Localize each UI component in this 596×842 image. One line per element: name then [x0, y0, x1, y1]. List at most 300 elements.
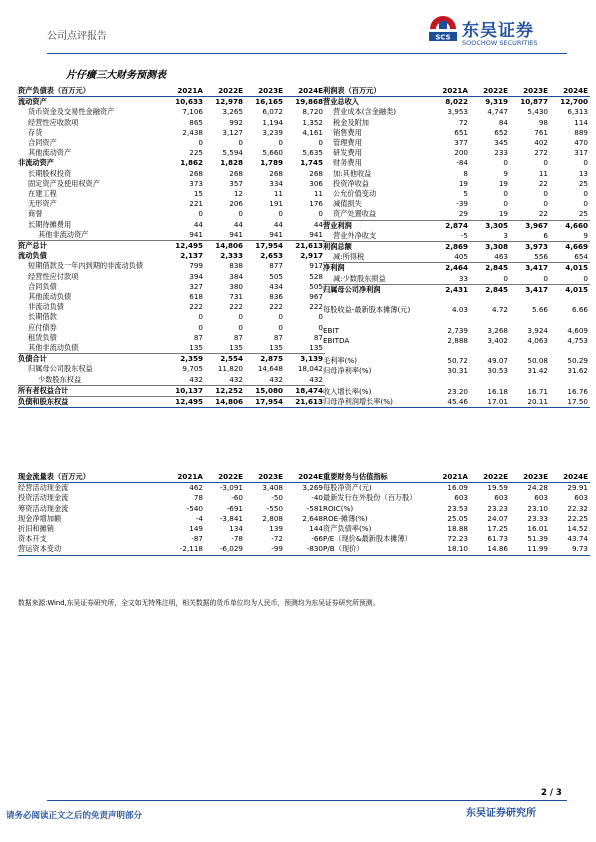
row-value: -78: [231, 534, 243, 544]
row-label: [323, 377, 430, 387]
row-value: 0: [543, 158, 548, 168]
row-value: 11: [538, 168, 548, 178]
table-row: [18, 483, 325, 494]
row-label: 少数股东权益: [38, 374, 82, 384]
row-value: 19,868: [295, 97, 323, 107]
row-label: 研发费用: [333, 148, 362, 158]
row-label: 投资净收益: [333, 178, 369, 188]
row-label: 经营活动现金流: [18, 483, 69, 493]
row-label: [323, 315, 430, 325]
table-row: [323, 305, 590, 315]
row-value: [430, 295, 470, 305]
row-label: 营业利润: [323, 220, 430, 231]
row-label: 流动负债: [18, 251, 47, 261]
row-value: 23.10: [527, 503, 548, 513]
row-label: 其他流动负债: [28, 292, 72, 302]
row-value: 651: [454, 127, 468, 137]
income-statement-table: [323, 86, 590, 408]
row-value: 78: [193, 493, 203, 503]
row-value: 357: [229, 178, 243, 188]
table-row: [18, 251, 325, 261]
disclaimer-text: 请务必阅读正文之后的免责声明部分: [6, 811, 143, 821]
row-value: 44: [273, 219, 283, 229]
row-value: 2,554: [205, 354, 245, 365]
row-value: 23.53: [447, 503, 468, 513]
row-value: 12,495: [165, 241, 205, 252]
year-header: 2024E: [285, 86, 325, 97]
row-value: 6.66: [571, 305, 588, 315]
row-value: 317: [574, 148, 588, 158]
table-row: [18, 397, 325, 408]
row-label: 每股净资产(元): [323, 483, 372, 493]
row-value: 72: [458, 117, 468, 127]
row-value: 29.91: [567, 483, 588, 493]
table-row: [18, 179, 325, 189]
table-header-row: [323, 86, 590, 97]
row-value: 11,820: [217, 364, 243, 374]
year-header: 2022E: [470, 86, 510, 97]
year-header: 2024E: [285, 472, 325, 483]
row-value: 3,239: [262, 127, 283, 137]
table-row: [18, 282, 325, 292]
row-value: 3,953: [447, 107, 468, 117]
row-value: 17.50: [550, 397, 590, 408]
table-row: [18, 209, 325, 219]
row-value: [430, 346, 470, 356]
row-label: P/E（现价&最新股本摊薄）: [323, 534, 412, 544]
row-value: 222: [189, 302, 203, 312]
row-label: 资产处置收益: [333, 209, 377, 219]
row-label: 加:其他收益: [333, 168, 372, 178]
row-value: 731: [229, 292, 243, 302]
row-label: 无形资产: [28, 199, 57, 209]
header-divider: [47, 53, 567, 54]
table-row: [18, 189, 325, 199]
row-value: 941: [189, 229, 203, 239]
row-value: 4.03: [451, 305, 468, 315]
row-value: 14.52: [567, 524, 588, 534]
row-value: 9.73: [550, 544, 590, 555]
row-value: 2,917: [300, 251, 323, 261]
row-label: 流动资产: [18, 97, 47, 107]
row-value: 191: [269, 199, 283, 209]
row-value: 4,063: [527, 335, 548, 345]
table-row: [323, 295, 590, 305]
row-label: 减:少数股东损益: [333, 273, 386, 283]
table-row: [18, 302, 325, 312]
row-value: 556: [534, 252, 548, 262]
logo-mark-icon: [428, 15, 458, 47]
row-value: 434: [269, 281, 283, 291]
row-value: 377: [454, 138, 468, 148]
row-label: 长期股权投资: [28, 168, 72, 178]
row-value: 0: [198, 312, 203, 322]
row-value: [550, 346, 590, 356]
row-value: 327: [189, 281, 203, 291]
table-row: [323, 209, 590, 220]
row-value: 5,660: [262, 148, 283, 158]
table-row: [323, 107, 590, 117]
row-value: 2,333: [220, 251, 243, 261]
table-header-row: [18, 86, 325, 97]
row-label: 商誉: [28, 209, 43, 219]
row-value: 8: [463, 168, 468, 178]
row-value: 12,700: [560, 97, 588, 107]
row-value: 16.71: [527, 386, 548, 396]
row-value: 0: [318, 138, 323, 148]
row-value: 17.25: [487, 524, 508, 534]
row-value: 135: [269, 343, 283, 353]
table-row: [323, 220, 590, 231]
row-label: 其他非流动资产: [38, 229, 89, 239]
row-value: 0: [198, 138, 203, 148]
row-value: 45.46: [430, 397, 470, 408]
row-value: 1,352: [302, 117, 323, 127]
row-label: 固定资产及使用权资产: [28, 178, 100, 188]
row-value: 334: [269, 178, 283, 188]
row-value: -5: [460, 230, 468, 240]
table-row: [323, 315, 590, 325]
table-row: [18, 148, 325, 158]
table-row: [323, 504, 590, 514]
balance-sheet-table: [18, 86, 325, 408]
row-value: 8,720: [302, 107, 323, 117]
row-value: 384: [229, 271, 243, 281]
row-value: 4,015: [550, 263, 590, 274]
row-label: [323, 295, 430, 305]
row-value: -39: [456, 199, 468, 209]
row-value: 16,165: [255, 97, 283, 107]
row-value: 20.11: [510, 397, 550, 408]
table-row: [18, 493, 325, 503]
row-label: 销售费用: [333, 127, 362, 137]
table-row: [18, 220, 325, 230]
row-value: 394: [189, 271, 203, 281]
table-row: [18, 158, 325, 168]
row-value: 31.42: [527, 366, 548, 376]
row-value: 836: [269, 292, 283, 302]
row-value: 18.10: [430, 544, 470, 555]
row-value: 268: [229, 168, 243, 178]
row-label: 财务费用: [333, 158, 362, 168]
row-label: 管理费用: [333, 138, 362, 148]
row-value: 134: [229, 524, 243, 534]
row-label: EBIT: [323, 325, 339, 335]
row-value: 652: [494, 127, 508, 137]
row-value: 0: [583, 158, 588, 168]
row-value: 8,022: [445, 97, 468, 107]
table-row: [18, 323, 325, 333]
row-value: -550: [266, 503, 283, 513]
row-value: 5,430: [527, 107, 548, 117]
row-value: 44: [193, 219, 203, 229]
row-value: 3,127: [222, 127, 243, 137]
year-header: 2024E: [550, 472, 590, 483]
row-label: 负债合计: [18, 354, 165, 365]
row-value: 139: [269, 524, 283, 534]
row-value: 18,042: [297, 364, 323, 374]
row-value: 87: [273, 332, 283, 342]
row-value: 2,808: [262, 513, 283, 523]
row-value: 22: [538, 178, 548, 188]
row-label: 减:所得税: [333, 252, 365, 262]
row-value: 23.20: [447, 386, 468, 396]
row-value: 0: [543, 199, 548, 209]
table-header-label: 利润表（百万元）: [323, 86, 430, 97]
row-value: 149: [189, 524, 203, 534]
row-label: [323, 346, 430, 356]
row-value: 0: [503, 273, 508, 283]
row-value: [550, 295, 590, 305]
table-row: [323, 346, 590, 356]
table-header-label: 重要财务与估值指标: [323, 472, 430, 483]
row-label: 货币资金及交易性金融资产: [28, 107, 115, 117]
row-value: 877: [269, 261, 283, 271]
table-row: [323, 336, 590, 346]
row-value: 98: [538, 117, 548, 127]
row-value: -87: [191, 534, 203, 544]
year-header: 2022E: [205, 472, 245, 483]
row-value: -540: [186, 503, 203, 513]
row-value: 3,924: [527, 325, 548, 335]
row-value: 17.01: [470, 397, 510, 408]
row-value: 29: [458, 209, 468, 219]
row-value: [510, 295, 550, 305]
table-row: [323, 514, 590, 524]
row-value: 0: [278, 322, 283, 332]
row-value: 2,875: [245, 354, 285, 365]
row-label: 净利润: [323, 263, 430, 274]
row-value: 16.76: [567, 386, 588, 396]
row-value: 51.39: [527, 534, 548, 544]
table-row: [323, 169, 590, 179]
row-value: 0: [238, 138, 243, 148]
row-value: [470, 295, 510, 305]
year-header: 2021A: [165, 472, 205, 483]
row-value: 10,137: [165, 385, 205, 396]
row-label: 负债和股东权益: [18, 397, 165, 408]
table-row: [18, 354, 325, 365]
row-label: 归属母公司净利润: [323, 284, 430, 295]
row-value: -581: [306, 503, 323, 513]
row-label: 经营性应收款项: [28, 117, 79, 127]
row-value: 1,194: [262, 117, 283, 127]
row-value: 941: [229, 229, 243, 239]
row-value: 25.05: [447, 513, 468, 523]
row-label: 合同资产: [28, 138, 57, 148]
row-label: 租赁负债: [28, 332, 57, 342]
row-value: 3,417: [510, 263, 550, 274]
row-value: 4,753: [567, 335, 588, 345]
row-value: 3: [503, 230, 508, 240]
table-row: [18, 97, 325, 108]
year-header: 2023E: [510, 86, 550, 97]
row-value: 13: [578, 168, 588, 178]
row-value: 2,874: [430, 220, 470, 231]
row-value: 3,408: [262, 483, 283, 493]
row-value: [510, 377, 550, 387]
row-value: 2,653: [260, 251, 283, 261]
row-value: 50.29: [567, 356, 588, 366]
row-value: 14,806: [205, 241, 245, 252]
row-label: 在建工程: [28, 189, 57, 199]
row-value: 272: [534, 148, 548, 158]
row-label: ROIC(%): [323, 503, 354, 513]
row-value: 14,648: [257, 364, 283, 374]
row-value: 11: [313, 189, 323, 199]
table-row: [323, 189, 590, 199]
key-metrics-table: [323, 472, 590, 556]
row-label: 其他非流动负债: [28, 343, 79, 353]
row-value: 43.74: [567, 534, 588, 544]
row-value: 22.32: [567, 503, 588, 513]
row-value: 528: [309, 271, 323, 281]
row-value: 603: [534, 493, 548, 503]
row-value: 2,869: [430, 242, 470, 253]
table-row: [323, 128, 590, 138]
table-row: [323, 544, 590, 555]
row-value: 0: [583, 199, 588, 209]
row-value: 9: [583, 230, 588, 240]
row-label: 合同负债: [28, 281, 57, 291]
footer-divider: [47, 800, 567, 801]
table-row: [323, 356, 590, 366]
row-value: 0: [543, 189, 548, 199]
row-label: 收入增长率(%): [323, 386, 372, 396]
row-value: 19: [498, 178, 508, 188]
row-value: 25: [578, 178, 588, 188]
row-value: 4,660: [550, 220, 590, 231]
row-value: 200: [454, 148, 468, 158]
row-value: 176: [309, 199, 323, 209]
row-value: 2,888: [447, 335, 468, 345]
row-value: 15: [193, 189, 203, 199]
row-value: 23.23: [487, 503, 508, 513]
table-row: [323, 199, 590, 209]
row-value: 462: [189, 483, 203, 493]
row-value: 30.31: [447, 366, 468, 376]
row-value: 0: [503, 189, 508, 199]
row-value: 11: [273, 189, 283, 199]
row-value: 3,967: [510, 220, 550, 231]
soochow-logo: [428, 15, 568, 51]
table-row: [18, 312, 325, 322]
table-row: [323, 284, 590, 295]
row-value: 17,954: [245, 397, 285, 408]
table-row: [323, 263, 590, 274]
table-row: [323, 326, 590, 336]
table-row: [323, 252, 590, 263]
data-source-note: 数据来源:Wind,东吴证券研究所，全文如无特殊注明，相关数据的货币单位均为人民币，预测均为东吴证券研究所预测。: [18, 599, 380, 607]
row-value: 761: [534, 127, 548, 137]
row-value: -50: [271, 493, 283, 503]
table-row: [18, 128, 325, 138]
row-value: 941: [309, 229, 323, 239]
table-row: [18, 333, 325, 343]
row-value: 3,308: [470, 242, 510, 253]
row-value: [470, 346, 510, 356]
row-label: 短期借款及一年内到期的非流动负债: [28, 261, 144, 271]
row-value: 2,137: [180, 251, 203, 261]
row-value: 19: [498, 209, 508, 219]
row-label: 最新发行在外股份（百万股）: [323, 493, 417, 503]
table-row: [323, 493, 590, 503]
table-row: [323, 148, 590, 158]
row-value: 12,495: [165, 397, 205, 408]
row-value: [550, 315, 590, 325]
row-label: 存货: [28, 127, 43, 137]
row-value: -3,091: [219, 483, 243, 493]
row-value: 221: [189, 199, 203, 209]
row-value: 222: [309, 302, 323, 312]
table-row: [323, 397, 590, 408]
row-label: 营业成本(含金融类): [333, 107, 397, 117]
row-value: 5: [463, 189, 468, 199]
row-value: 4,747: [487, 107, 508, 117]
row-value: 2,845: [470, 263, 510, 274]
row-label: 营运资本变动: [18, 544, 165, 555]
row-label: 营业总收入: [323, 97, 359, 107]
row-value: 0: [198, 322, 203, 332]
row-value: 0: [503, 199, 508, 209]
row-label: 营业外净收支: [333, 230, 377, 240]
table-row: [323, 231, 590, 242]
row-value: 3,139: [285, 354, 325, 365]
table-row: [18, 343, 325, 354]
row-label: 减值损失: [333, 199, 362, 209]
table-row: [18, 514, 325, 524]
row-value: 50.72: [447, 356, 468, 366]
row-value: 206: [229, 199, 243, 209]
row-value: 18,474: [285, 385, 325, 396]
table-header-row: [323, 472, 590, 483]
row-value: 0: [318, 209, 323, 219]
year-header: 2023E: [245, 472, 285, 483]
row-value: 12,252: [205, 385, 245, 396]
row-value: [430, 315, 470, 325]
year-header: 2022E: [470, 472, 510, 483]
row-value: 917: [309, 261, 323, 271]
row-label: 应付债券: [28, 322, 57, 332]
row-label: 所有者权益合计: [18, 385, 165, 396]
row-value: -99: [245, 544, 285, 555]
row-label: 投资活动现金流: [18, 493, 69, 503]
row-label: 归母净利润增长率(%): [323, 397, 430, 408]
row-value: 3,268: [487, 325, 508, 335]
row-value: 603: [494, 493, 508, 503]
row-value: 0: [543, 273, 548, 283]
row-value: [510, 346, 550, 356]
row-value: -40: [311, 493, 323, 503]
row-value: 24.28: [527, 483, 548, 493]
row-value: 84: [498, 117, 508, 127]
row-value: 135: [189, 343, 203, 353]
row-value: 87: [193, 332, 203, 342]
row-value: 2,431: [430, 284, 470, 295]
table-row: [323, 366, 590, 376]
row-value: 1,745: [300, 158, 323, 168]
row-value: 380: [229, 281, 243, 291]
row-value: 50.08: [527, 356, 548, 366]
row-value: 222: [269, 302, 283, 312]
row-value: 4.72: [491, 305, 508, 315]
table-row: [18, 107, 325, 117]
row-label: 折旧和摊销: [18, 524, 54, 534]
row-value: -4: [195, 513, 203, 523]
row-value: 2,739: [447, 325, 468, 335]
row-value: 16.01: [527, 524, 548, 534]
table-header-label: 现金流量表（百万元）: [18, 472, 165, 483]
